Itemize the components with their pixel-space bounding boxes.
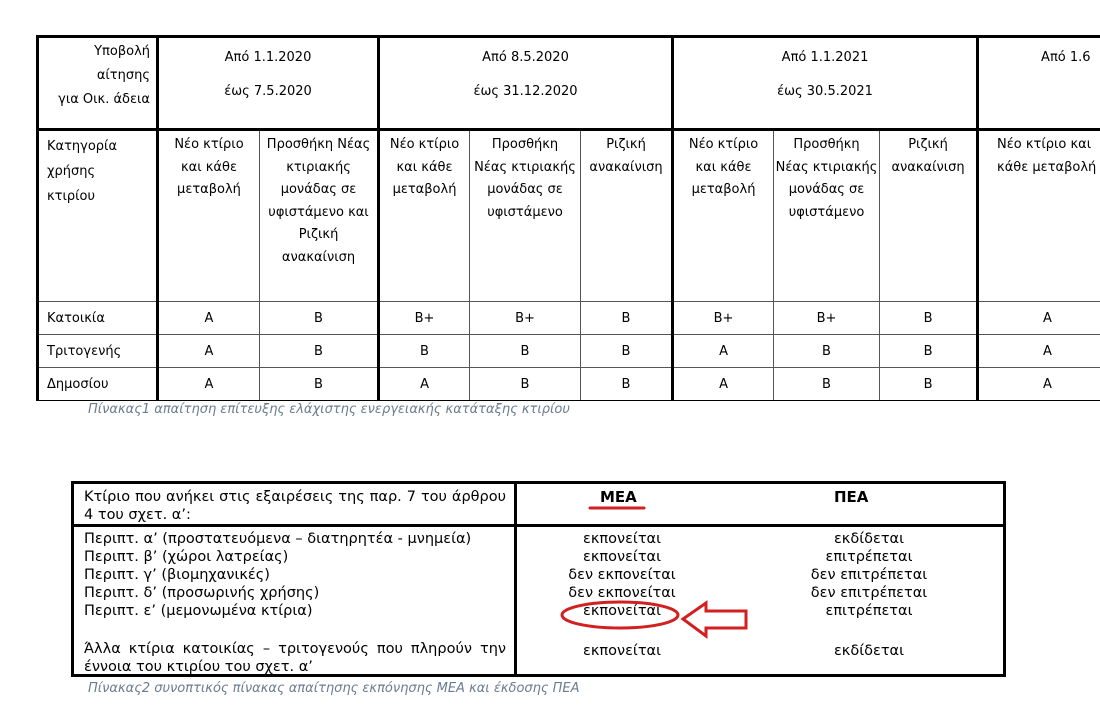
pea-value: δεν επιτρέπεται <box>810 567 928 583</box>
table-cell: Α <box>978 335 1100 368</box>
mea-value: εκπονείται <box>582 549 662 565</box>
subcolumn-line: Νέο κτίριο <box>174 137 244 152</box>
subcolumn-line: μονάδας σε <box>487 182 563 197</box>
mea-value: εκπονείται <box>582 643 662 659</box>
row-label: Δημοσίου <box>38 368 158 402</box>
table-cell: Α <box>673 368 774 402</box>
table-cell: Β <box>880 368 978 402</box>
subcolumn-line: Προσθήκη <box>491 137 559 152</box>
pea-value: επιτρέπεται <box>825 549 913 565</box>
pea-header: ΠΕΑ <box>834 488 869 506</box>
subcolumn-line: και κάθε <box>396 159 453 175</box>
submission-label-line: για Οικ. άδεια <box>58 92 150 107</box>
highlight-ellipse-icon <box>562 602 678 628</box>
table-cell: Β <box>581 368 673 402</box>
table-cell: Α <box>158 368 260 402</box>
mea-header: ΜΕΑ <box>600 488 637 506</box>
subcolumn-line: και κάθε <box>181 159 237 175</box>
exceptions-header: Κτίριο που ανήκει στις εξαιρέσεις της παρ. 7 του άρθρου 4 του σχετ. α’: <box>84 489 506 523</box>
subcolumn-line: και κάθε <box>695 159 752 175</box>
period-from: Από 1.1.2021 <box>781 50 869 65</box>
subcolumn-line: ανακαίνιση <box>589 159 663 175</box>
subcolumn-line: μεταβολή <box>392 182 457 197</box>
pea-value: επιτρέπεται <box>825 603 913 619</box>
table-cell: Β <box>470 335 581 368</box>
table-cell: Β+ <box>470 302 581 335</box>
period-to: έως 30.5.2021 <box>777 84 873 99</box>
submission-label-line: Υποβολή <box>94 44 150 59</box>
table-cell: Β <box>379 335 470 368</box>
table-cell: Β <box>581 302 673 335</box>
period-to: έως 7.5.2020 <box>224 84 312 99</box>
table-cell: Β <box>470 368 581 402</box>
table-cell: Α <box>673 335 774 368</box>
exception-label: Περιπτ. β’ (χώροι λατρείας) <box>84 549 289 565</box>
table-cell: Α <box>158 302 260 335</box>
row-label: Τριτογενής <box>38 335 158 368</box>
period-from: Από 8.5.2020 <box>482 50 569 65</box>
subcolumn-line: Νέο κτίριο <box>389 137 460 152</box>
mea-value: δεν εκπονείται <box>568 585 676 601</box>
period-from: Από 1.1.2020 <box>224 50 312 65</box>
table-cell: Β+ <box>673 302 774 335</box>
table-cell: Α <box>978 302 1100 335</box>
subcolumn-line: κτιριακής <box>286 159 351 175</box>
exception-label: Περιπτ. α’ (προστατευόμενα – διατηρητέα - μνημεία) <box>84 531 472 547</box>
subcolumn-line: Νέο κτίριο <box>688 137 759 152</box>
table-cell: Α <box>379 368 470 402</box>
subcolumn-line: Ριζική <box>298 227 339 242</box>
table-cell: Β <box>260 368 379 402</box>
table-cell: Β <box>774 335 880 368</box>
subcolumn-line: μεταβολή <box>691 182 756 197</box>
subcolumn-line: Νέο κτίριο και <box>997 137 1092 152</box>
subcolumn-line: Νέας κτιριακής <box>775 159 878 175</box>
subcolumn-line: Ριζική <box>908 137 948 152</box>
subcolumn-line: μονάδας σε <box>280 182 357 197</box>
table1-caption: Πίνακας1 απαίτηση επίτευξης ελάχιστης ενεργειακής κατάταξης κτιρίου <box>88 402 570 417</box>
subcolumn-line: ανακαίνιση <box>281 249 356 265</box>
subcolumn-line: Προσθήκη Νέας <box>266 137 371 152</box>
table2-caption: Πίνακας2 συνοπτικός πίνακας απαίτησης εκπόνησης ΜΕΑ και έκδοσης ΠΕΑ <box>88 681 580 696</box>
submission-label-line: αίτησης <box>96 68 150 83</box>
subcolumn-line: Προσθήκη <box>793 137 860 152</box>
period-to: έως 31.12.2020 <box>473 84 578 99</box>
arrow-left-icon <box>683 603 746 636</box>
table-cell: Β <box>880 335 978 368</box>
category-label-line: χρήσης <box>47 164 96 179</box>
subcolumn-line: κάθε μεταβολή <box>997 159 1097 175</box>
table-cell: Β+ <box>379 302 470 335</box>
exception-label: Περιπτ. ε’ (μεμονωμένα κτίρια) <box>84 603 313 619</box>
mea-value: εκπονείται <box>582 603 662 619</box>
subcolumn-line: ανακαίνιση <box>891 159 965 175</box>
subcolumn-line: μονάδας σε <box>788 182 865 197</box>
subcolumn-line: υφιστάμενο <box>788 204 865 220</box>
period-from: Από 1.6 <box>1041 50 1091 65</box>
table-cell: Β <box>581 335 673 368</box>
pea-value: δεν επιτρέπεται <box>810 585 928 601</box>
pea-value: εκδίδεται <box>833 643 905 659</box>
exception-label: Περιπτ. γ’ (βιομηχανικές) <box>84 567 270 583</box>
table-cell: Β <box>260 335 379 368</box>
table-cell: Α <box>978 368 1100 402</box>
category-label-line: κτιρίου <box>47 189 96 204</box>
table-cell: Β <box>260 302 379 335</box>
mea-value: δεν εκπονείται <box>568 567 676 583</box>
subcolumn-line: Ριζική <box>606 137 646 152</box>
subcolumn-line: υφιστάμενο <box>487 204 563 220</box>
subcolumn-line: Νέας κτιριακής <box>474 159 576 175</box>
subcolumn-line: μεταβολή <box>177 182 241 197</box>
exception-label: Περιπτ. δ’ (προσωρινής χρήσης) <box>84 585 320 601</box>
pea-value: εκδίδεται <box>833 531 905 547</box>
table-cell: Α <box>158 335 260 368</box>
row-label: Κατοικία <box>38 302 158 335</box>
table-cell: Β <box>774 368 880 402</box>
mea-value: εκπονείται <box>582 531 662 547</box>
category-label-line: Κατηγορία <box>47 139 118 154</box>
subcolumn-line: υφιστάμενο και <box>268 204 369 220</box>
table-cell: Β+ <box>774 302 880 335</box>
exception-label: Άλλα κτίρια κατοικίας – τριτογενούς που πληρούν την έννοια του κτιρίου του σχετ. α’ <box>84 641 506 675</box>
table-cell: Β <box>880 302 978 335</box>
